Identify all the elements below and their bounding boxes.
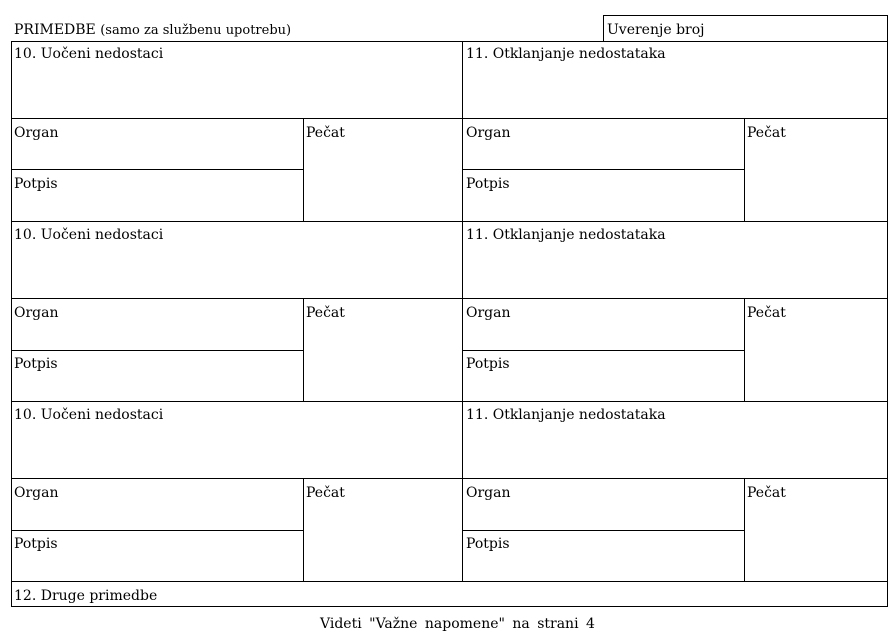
signature-label-right: Potpis [466,536,510,552]
organ-signature-divider-left [11,350,303,351]
organ-label-right: Organ [466,305,511,321]
signature-label-left: Potpis [14,536,58,552]
stamp-label-right: Pečat [747,125,786,141]
other-remarks-label: 12. Druge primedbe [14,588,158,604]
stamp-label-left: Pečat [306,305,345,321]
signature-label-left: Potpis [14,356,58,372]
organ-signature-divider-right [462,350,744,351]
organ-signature-divider-right [462,530,744,531]
observed-defects-heading: 10. Uočeni nedostaci [14,407,164,423]
defect-removal-heading: 11. Otklanjanje nedostataka [466,407,666,423]
column-divider [462,41,463,581]
organ-signature-divider-right [462,169,744,170]
form-title [14,22,291,39]
certificate-number-field[interactable] [603,15,888,42]
defect-removal-heading: 11. Otklanjanje nedostataka [466,46,666,62]
signature-label-right: Potpis [466,356,510,372]
organ-label-right: Organ [466,485,511,501]
stamp-divider-left [303,478,304,581]
defect-removal-heading: 11. Otklanjanje nedostataka [466,227,666,243]
row-divider [11,298,888,299]
organ-label-left: Organ [14,125,59,141]
signature-label-right: Potpis [466,176,510,192]
signature-label-left: Potpis [14,176,58,192]
other-remarks-divider [11,581,888,582]
form-title-main: PRIMEDBE [14,22,96,38]
organ-label-left: Organ [14,305,59,321]
stamp-divider-right [744,298,745,401]
stamp-divider-right [744,118,745,221]
certificate-number-label: Uverenje broj [607,22,705,38]
organ-label-right: Organ [466,125,511,141]
section-divider [11,221,888,222]
stamp-label-right: Pečat [747,485,786,501]
organ-signature-divider-left [11,530,303,531]
stamp-label-right: Pečat [747,305,786,321]
row-divider [11,478,888,479]
section-divider [11,401,888,402]
stamp-divider-left [303,298,304,401]
form-title-subtitle: (samo za službenu upotrebu) [100,23,292,38]
stamp-divider-right [744,478,745,581]
organ-label-left: Organ [14,485,59,501]
observed-defects-heading: 10. Uočeni nedostaci [14,46,164,62]
stamp-label-left: Pečat [306,125,345,141]
observed-defects-heading: 10. Uočeni nedostaci [14,227,164,243]
stamp-label-left: Pečat [306,485,345,501]
stamp-divider-left [303,118,304,221]
organ-signature-divider-left [11,169,303,170]
row-divider [11,118,888,119]
footer-note: Videti "Važne napomene" na strani 4 [320,616,595,632]
